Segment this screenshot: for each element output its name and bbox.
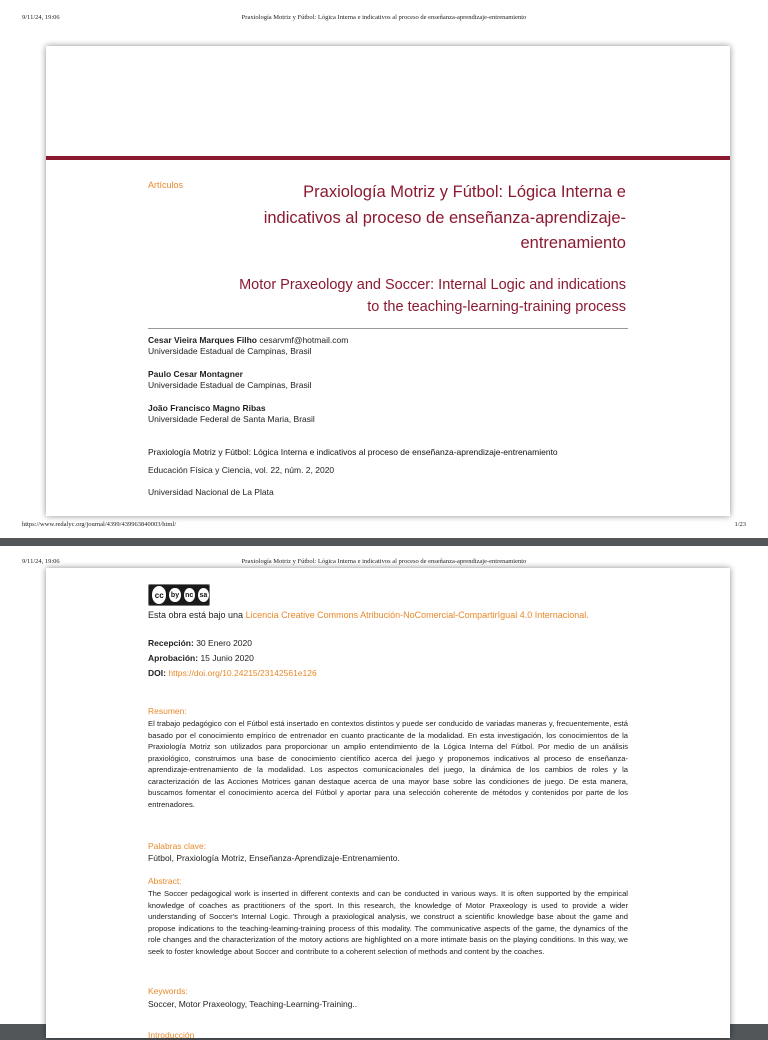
article-title-en: Motor Praxeology and Soccer: Internal Logic and indications to the teaching-learning-training process: [239, 277, 626, 315]
print-page-number: 1/23: [734, 521, 746, 528]
abstract-text: The Soccer pedagogical work is inserted in different contexts and can be conducted in various ways. It is often supported by the empirical knowledge of coaches as practitioners of the sport. In this research, the knowledge of Motor Praxeology is used to provide a wider understanding of Soccer's Internal Logic. Through a praxiological analysis, we construct a scientific knowledge base about the game and propose indications to the teaching-learning-training process of this modality. The communicative aspects of the game, the dynamics of the role changes and the characterization of the motory actions are highlighted on a more intimate basis on the playing conditions. In this way, we seek to foster knowledge about Soccer and contribute to a coherent selection of methods and content by the coaches.: [148, 889, 628, 956]
section-label: Artículos: [148, 180, 184, 190]
author-affiliation: Universidade Estadual de Campinas, Brasil: [148, 346, 312, 356]
received-date: 30 Enero 2020: [196, 638, 252, 648]
doi-label: DOI:: [148, 668, 166, 678]
sa-icon: sa: [198, 588, 209, 602]
license-link[interactable]: Licencia Creative Commons Atribución-NoComercial-CompartirIgual 4.0 Internacional.: [245, 610, 589, 620]
cc-icon: cc: [152, 586, 166, 604]
approved-line: [148, 653, 628, 663]
title-divider: [148, 328, 628, 329]
keywords-heading: Keywords:: [148, 986, 188, 996]
author-name: João Francisco Magno Ribas: [148, 403, 266, 413]
approved-date: 15 Junio 2020: [200, 653, 254, 663]
received-line: [148, 638, 628, 648]
approved-label: Aprobación:: [148, 653, 199, 663]
license-text: [148, 610, 628, 620]
introduccion-heading: Introducción: [148, 1030, 195, 1040]
print-timestamp: 9/11/24, 19:06: [22, 14, 60, 21]
cc-license-badge[interactable]: [148, 584, 210, 606]
palabras-clave-heading: Palabras clave:: [148, 841, 207, 851]
doi-line: [148, 668, 628, 678]
author-1: [148, 335, 628, 357]
citation-journal: Educación Física y Ciencia, vol. 22, núm. 2, 2020: [148, 465, 335, 475]
author-affiliation: Universidade Estadual de Campinas, Brasil: [148, 380, 312, 390]
license-prefix: Esta obra está bajo una: [148, 610, 244, 620]
received-label: Recepción:: [148, 638, 194, 648]
print-header: [0, 10, 768, 24]
author-list: [148, 335, 628, 437]
keywords-text: Soccer, Motor Praxeology, Teaching-Learning-Training..: [148, 999, 358, 1009]
article-card-continued: [46, 568, 730, 1038]
print-timestamp: 9/11/24, 19:06: [22, 558, 60, 565]
resumen-text: El trabajo pedagógico con el Fútbol está insertado en contextos distintos y puede ser conducido de variadas maneras y, frecuentemente, está basado por el conocimiento empírico de entrenador en cuanto practicante de la modalidad. En esta investigación, los conocimientos de la Praxiología Motriz son utilizados para proporcionar un amplio entendimiento de la Lógica Interna del Fútbol. Por medio de un análisis praxiológico, construimos una base de conocimiento científico acerca del juego y proponemos indicativos al proceso de enseñanza-aprendizaje-entrenamiento de la modalidad. Los aspectos comunicacionales del juego, la dinámica de los cambios de roles y la caracterización de las Acciones Motrices ganan destaque acerca de una mayor base sobre las condiciones de juego. De esta manera, buscamos fomentar el conocimiento acerca del Fútbol y aportar para una selección coherente de métodos y contenidos por parte de los entrenadores.: [148, 719, 628, 809]
abstract-heading: Abstract:: [148, 876, 182, 886]
resumen-heading: Resumen:: [148, 706, 187, 716]
by-icon: by: [169, 588, 180, 602]
print-header: [0, 554, 768, 568]
doi-link[interactable]: https://doi.org/10.24215/23142561e126: [168, 668, 317, 678]
author-name: Cesar Vieira Marques Filho: [148, 335, 257, 345]
print-footer: [0, 519, 768, 533]
print-doc-title: Praxiología Motriz y Fútbol: Lógica Interna e indicativos al proceso de enseñanza-aprendizaje-entrenamiento: [241, 14, 527, 21]
author-3: [148, 403, 628, 425]
nc-icon: nc: [184, 588, 195, 602]
author-name: Paulo Cesar Montagner: [148, 369, 243, 379]
print-url[interactable]: https://www.redalyc.org/journal/4399/439963840003/html/: [22, 521, 177, 528]
citation-publisher: Universidad Nacional de La Plata: [148, 487, 274, 497]
article-title-es: Praxiología Motriz y Fútbol: Lógica Interna e indicativos al proceso de enseñanza-aprendizaje-entrenamiento: [263, 183, 626, 252]
palabras-clave-text: Fútbol, Praxiología Motriz, Enseñanza-Aprendizaje-Entrenamiento.: [148, 853, 400, 863]
author-email[interactable]: cesarvmf@hotmail.com: [259, 335, 349, 345]
author-2: [148, 369, 628, 391]
article-card: [46, 46, 730, 516]
pdf-page-2: [0, 546, 768, 1040]
author-affiliation: Universidade Federal de Santa Maria, Brasil: [148, 414, 315, 424]
header-red-bar: [46, 156, 730, 160]
print-doc-title: Praxiología Motriz y Fútbol: Lógica Interna e indicativos al proceso de enseñanza-aprendizaje-entrenamiento: [241, 558, 527, 565]
citation-title: Praxiología Motriz y Fútbol: Lógica Interna e indicativos al proceso de enseñanza-aprendizaje-entrenamiento: [148, 447, 558, 457]
